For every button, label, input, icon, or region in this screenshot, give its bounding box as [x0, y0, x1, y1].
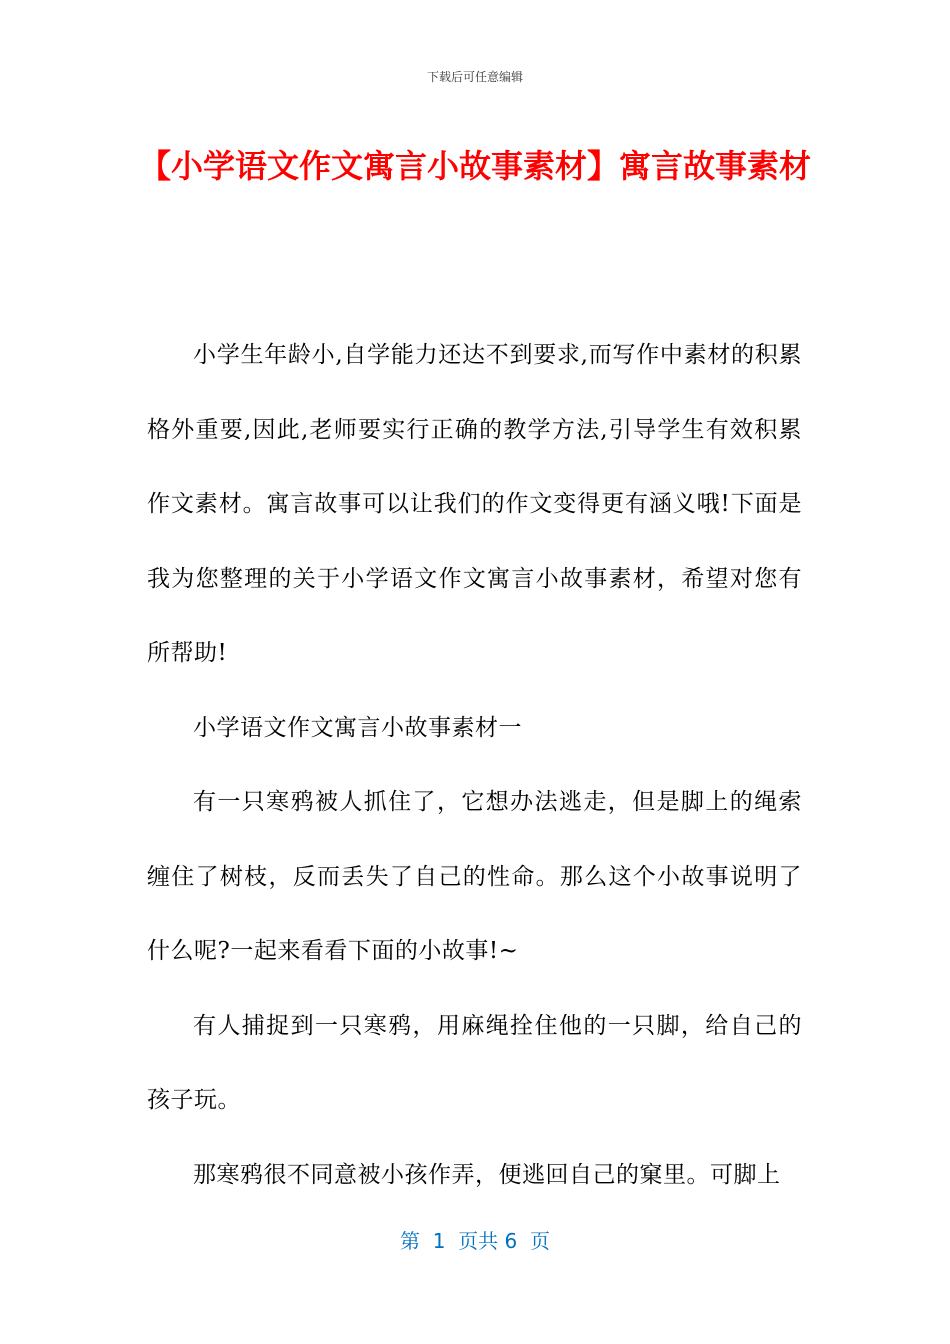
document-body: [147, 318, 802, 1212]
paragraph-section-heading: 小学语文作文寓言小故事素材一: [193, 714, 522, 741]
paragraph-story-summary: 有一只寒鸦被人抓住了，它想办法逃走，但是脚上的绳索缠住了树枝，反而丢失了自己的性命。那么这个小故事说明了什么呢?一起来看看下面的小故事!~: [147, 789, 802, 964]
paragraph-intro: 小学生年龄小,自学能力还达不到要求,而写作中素材的积累格外重要,因此,老师要实行正确的教学方法,引导学生有效积累作文素材。寓言故事可以让我们的作文变得更有涵义哦!下面是我为您整理的关于小学语文作文寓言小故事素材，希望对您有所帮助!: [147, 342, 802, 666]
page-number-footer: 第 1 页共 6 页: [400, 1229, 550, 1253]
header-note: 下载后可任意编辑: [426, 70, 523, 84]
paragraph-story-1: 有人捕捉到一只寒鸦，用麻绳拴住他的一只脚，给自己的孩子玩。: [147, 1012, 802, 1113]
paragraph-story-2: 那寒鸦很不同意被小孩作弄，便逃回自己的窠里。可脚上: [193, 1161, 781, 1188]
document-title: 【小学语文作文寓言小故事素材】寓言故事素材: [138, 147, 811, 185]
